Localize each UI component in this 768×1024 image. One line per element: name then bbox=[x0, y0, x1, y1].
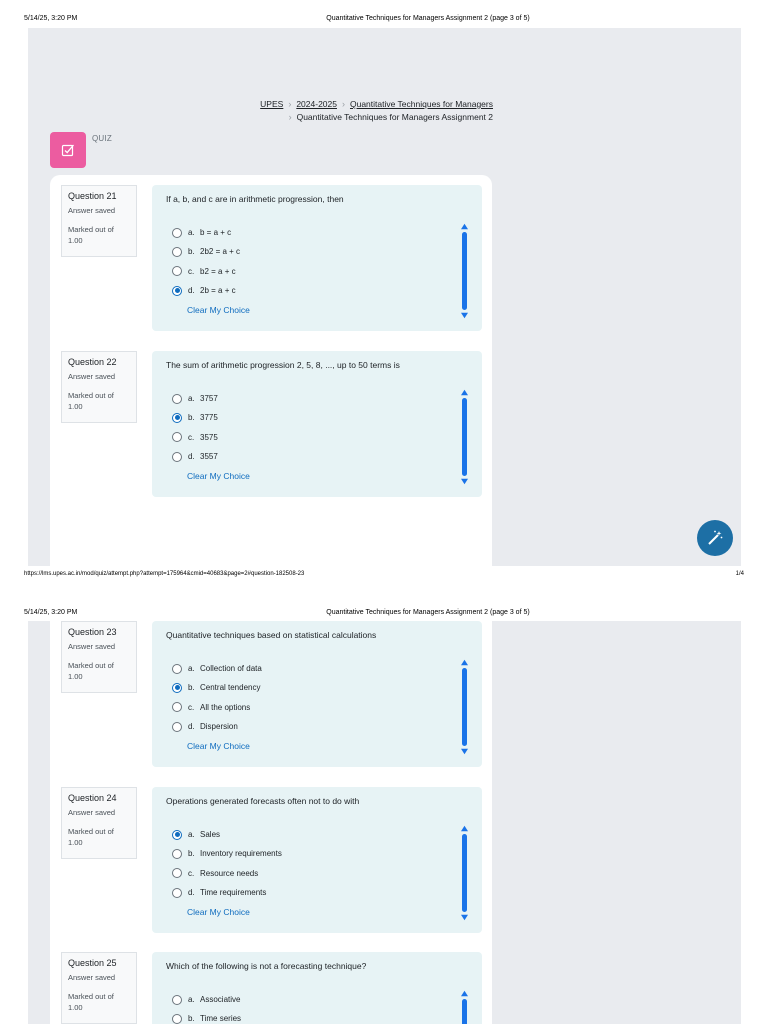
answer-option[interactable] bbox=[172, 717, 452, 736]
option-letter: d. bbox=[188, 286, 195, 296]
radio-button[interactable] bbox=[172, 849, 182, 859]
option-letter: a. bbox=[188, 394, 195, 404]
radio-button[interactable] bbox=[172, 228, 182, 238]
option-text: Sales bbox=[200, 830, 221, 840]
print-title: Quantitative Techniques for Managers Assignment 2 (page 3 of 5) bbox=[326, 609, 530, 616]
question-state: Answer saved bbox=[68, 372, 116, 381]
question-info bbox=[61, 952, 137, 1024]
question-info bbox=[61, 787, 137, 859]
scroll-up-icon[interactable] bbox=[461, 990, 468, 997]
answer-option[interactable] bbox=[172, 242, 452, 261]
radio-button[interactable] bbox=[172, 995, 182, 1005]
option-text: Collection of data bbox=[200, 664, 262, 674]
question-text: The sum of arithmetic progression 2, 5, 8, ..., up to 50 terms is bbox=[166, 360, 400, 370]
scroll-thumb[interactable] bbox=[462, 834, 467, 912]
answer-options bbox=[172, 659, 452, 736]
answer-options bbox=[172, 223, 452, 300]
answer-option[interactable] bbox=[172, 223, 452, 242]
question-info bbox=[61, 185, 137, 257]
clear-choice-link[interactable]: Clear My Choice bbox=[187, 471, 250, 481]
radio-button[interactable] bbox=[172, 247, 182, 257]
answer-option[interactable] bbox=[172, 864, 452, 883]
breadcrumb-current: Quantitative Techniques for Managers Assignment 2 bbox=[296, 112, 493, 122]
question-marks: Marked out of 1.00 bbox=[68, 391, 114, 411]
option-text: 3575 bbox=[200, 432, 218, 442]
scrollbar[interactable] bbox=[461, 389, 468, 485]
scroll-up-icon[interactable] bbox=[461, 659, 468, 666]
radio-button[interactable] bbox=[172, 266, 182, 276]
question-number: Question 23 bbox=[68, 627, 117, 637]
question-body bbox=[152, 351, 482, 497]
radio-button[interactable] bbox=[172, 702, 182, 712]
radio-button[interactable] bbox=[172, 868, 182, 878]
print-header bbox=[0, 15, 768, 25]
question-info bbox=[61, 351, 137, 423]
chevron-right-icon: › bbox=[288, 112, 292, 122]
question-text: Which of the following is not a forecasting technique? bbox=[166, 961, 367, 971]
question-info bbox=[61, 621, 137, 693]
scroll-down-icon[interactable] bbox=[461, 312, 468, 319]
quiz-content bbox=[50, 175, 492, 566]
question-marks: Marked out of 1.00 bbox=[68, 827, 114, 847]
answer-option[interactable] bbox=[172, 1009, 452, 1024]
clear-choice-link[interactable]: Clear My Choice bbox=[187, 907, 250, 917]
option-letter: d. bbox=[188, 722, 195, 732]
print-date: 5/14/25, 3:20 PM bbox=[24, 609, 78, 616]
chevron-right-icon: › bbox=[288, 99, 292, 109]
radio-button[interactable] bbox=[172, 452, 182, 462]
question-state: Answer saved bbox=[68, 808, 116, 817]
option-text: All the options bbox=[200, 702, 251, 712]
option-text: 2b = a + c bbox=[200, 286, 236, 296]
option-letter: b. bbox=[188, 683, 195, 693]
quiz-check-icon bbox=[50, 132, 86, 168]
scroll-thumb[interactable] bbox=[462, 398, 467, 476]
option-text: Dispersion bbox=[200, 722, 238, 732]
scrollbar[interactable] bbox=[461, 825, 468, 921]
scroll-thumb[interactable] bbox=[462, 232, 467, 310]
edit-wand-button[interactable] bbox=[697, 520, 733, 556]
question-text: Operations generated forecasts often not to do with bbox=[166, 796, 360, 806]
scrollbar[interactable] bbox=[461, 659, 468, 755]
breadcrumb-course[interactable]: Quantitative Techniques for Managers bbox=[349, 99, 493, 109]
scroll-up-icon[interactable] bbox=[461, 825, 468, 832]
answer-options bbox=[172, 389, 452, 466]
page-viewport bbox=[28, 28, 741, 566]
question-number: Question 24 bbox=[68, 793, 117, 803]
breadcrumb-upes[interactable]: UPES bbox=[260, 99, 284, 109]
answer-option[interactable] bbox=[172, 281, 452, 300]
question-number: Question 22 bbox=[68, 357, 117, 367]
answer-option[interactable] bbox=[172, 825, 452, 844]
question-number: Question 25 bbox=[68, 958, 117, 968]
answer-option[interactable] bbox=[172, 698, 452, 717]
radio-button[interactable] bbox=[172, 888, 182, 898]
option-text: 3775 bbox=[200, 413, 218, 423]
option-letter: b. bbox=[188, 413, 195, 423]
answer-option[interactable] bbox=[172, 262, 452, 281]
question-body bbox=[152, 952, 482, 1024]
print-date: 5/14/25, 3:20 PM bbox=[24, 15, 78, 22]
option-letter: a. bbox=[188, 664, 195, 674]
question-marks: Marked out of 1.00 bbox=[68, 661, 114, 681]
option-letter: c. bbox=[188, 266, 195, 276]
scrollbar[interactable] bbox=[461, 990, 468, 1024]
scroll-thumb[interactable] bbox=[462, 668, 467, 746]
option-letter: a. bbox=[188, 228, 195, 238]
print-page-2 bbox=[0, 600, 768, 1024]
option-text: b = a + c bbox=[200, 228, 232, 238]
option-text: Resource needs bbox=[200, 868, 259, 878]
option-letter: b. bbox=[188, 849, 195, 859]
radio-button[interactable] bbox=[172, 413, 182, 423]
chevron-right-icon: › bbox=[341, 99, 345, 109]
radio-button[interactable] bbox=[172, 722, 182, 732]
question-number: Question 21 bbox=[68, 191, 117, 201]
answer-option[interactable] bbox=[172, 844, 452, 863]
option-text: Inventory requirements bbox=[200, 849, 282, 859]
scroll-down-icon[interactable] bbox=[461, 478, 468, 485]
question-state: Answer saved bbox=[68, 973, 116, 982]
answer-option[interactable] bbox=[172, 883, 452, 902]
question-text: If a, b, and c are in arithmetic progression, then bbox=[166, 194, 344, 204]
question-state: Answer saved bbox=[68, 642, 116, 651]
answer-option[interactable] bbox=[172, 428, 452, 447]
breadcrumb-year[interactable]: 2024-2025 bbox=[296, 99, 337, 109]
answer-option[interactable] bbox=[172, 678, 452, 697]
answer-option[interactable] bbox=[172, 447, 452, 466]
question-marks: Marked out of 1.00 bbox=[68, 992, 114, 1012]
radio-button[interactable] bbox=[172, 1014, 182, 1024]
activity-label: QUIZ bbox=[92, 134, 112, 143]
option-letter: a. bbox=[188, 995, 195, 1005]
scrollbar[interactable] bbox=[461, 223, 468, 319]
radio-button[interactable] bbox=[172, 286, 182, 296]
magic-wand-icon bbox=[706, 529, 724, 547]
radio-button[interactable] bbox=[172, 683, 182, 693]
answer-option[interactable] bbox=[172, 990, 452, 1009]
option-letter: b. bbox=[188, 1014, 195, 1024]
option-text: 2b2 = a + c bbox=[200, 247, 241, 257]
radio-button[interactable] bbox=[172, 394, 182, 404]
clear-choice-link[interactable]: Clear My Choice bbox=[187, 305, 250, 315]
question-state: Answer saved bbox=[68, 206, 116, 215]
clear-choice-link[interactable]: Clear My Choice bbox=[187, 741, 250, 751]
print-header bbox=[0, 609, 768, 619]
option-text: Associative bbox=[200, 995, 241, 1005]
question-body bbox=[152, 787, 482, 933]
question-marks: Marked out of 1.00 bbox=[68, 225, 114, 245]
option-text: 3757 bbox=[200, 394, 218, 404]
radio-button[interactable] bbox=[172, 432, 182, 442]
answer-options bbox=[172, 825, 452, 902]
option-letter: c. bbox=[188, 432, 195, 442]
answer-options bbox=[172, 990, 452, 1024]
option-text: b2 = a + c bbox=[200, 266, 236, 276]
answer-option[interactable] bbox=[172, 659, 452, 678]
question-text: Quantitative techniques based on statistical calculations bbox=[166, 630, 377, 640]
answer-option[interactable] bbox=[172, 389, 452, 408]
answer-option[interactable] bbox=[172, 408, 452, 427]
print-page-number: 1/4 bbox=[735, 571, 744, 577]
scroll-up-icon[interactable] bbox=[461, 223, 468, 230]
option-text: Time series bbox=[200, 1014, 242, 1024]
option-letter: c. bbox=[188, 868, 195, 878]
option-text: Central tendency bbox=[200, 683, 261, 693]
option-text: 3557 bbox=[200, 452, 218, 462]
question-body bbox=[152, 621, 482, 767]
radio-button[interactable] bbox=[172, 830, 182, 840]
option-letter: b. bbox=[188, 247, 195, 257]
print-title: Quantitative Techniques for Managers Assignment 2 (page 3 of 5) bbox=[326, 15, 530, 22]
option-letter: c. bbox=[188, 702, 195, 712]
print-url: https://lms.upes.ac.in/mod/quiz/attempt.php?attempt=175964&cmid=40683&page=2#question-182508-23 bbox=[24, 571, 305, 577]
option-letter: d. bbox=[188, 888, 195, 898]
page-viewport bbox=[28, 621, 741, 1024]
radio-button[interactable] bbox=[172, 664, 182, 674]
scroll-down-icon[interactable] bbox=[461, 914, 468, 921]
option-letter: a. bbox=[188, 830, 195, 840]
scroll-down-icon[interactable] bbox=[461, 748, 468, 755]
option-letter: d. bbox=[188, 452, 195, 462]
question-body bbox=[152, 185, 482, 331]
option-text: Time requirements bbox=[200, 888, 267, 898]
breadcrumb bbox=[248, 98, 493, 124]
scroll-thumb[interactable] bbox=[462, 999, 467, 1024]
quiz-content bbox=[50, 621, 492, 1024]
scroll-up-icon[interactable] bbox=[461, 389, 468, 396]
